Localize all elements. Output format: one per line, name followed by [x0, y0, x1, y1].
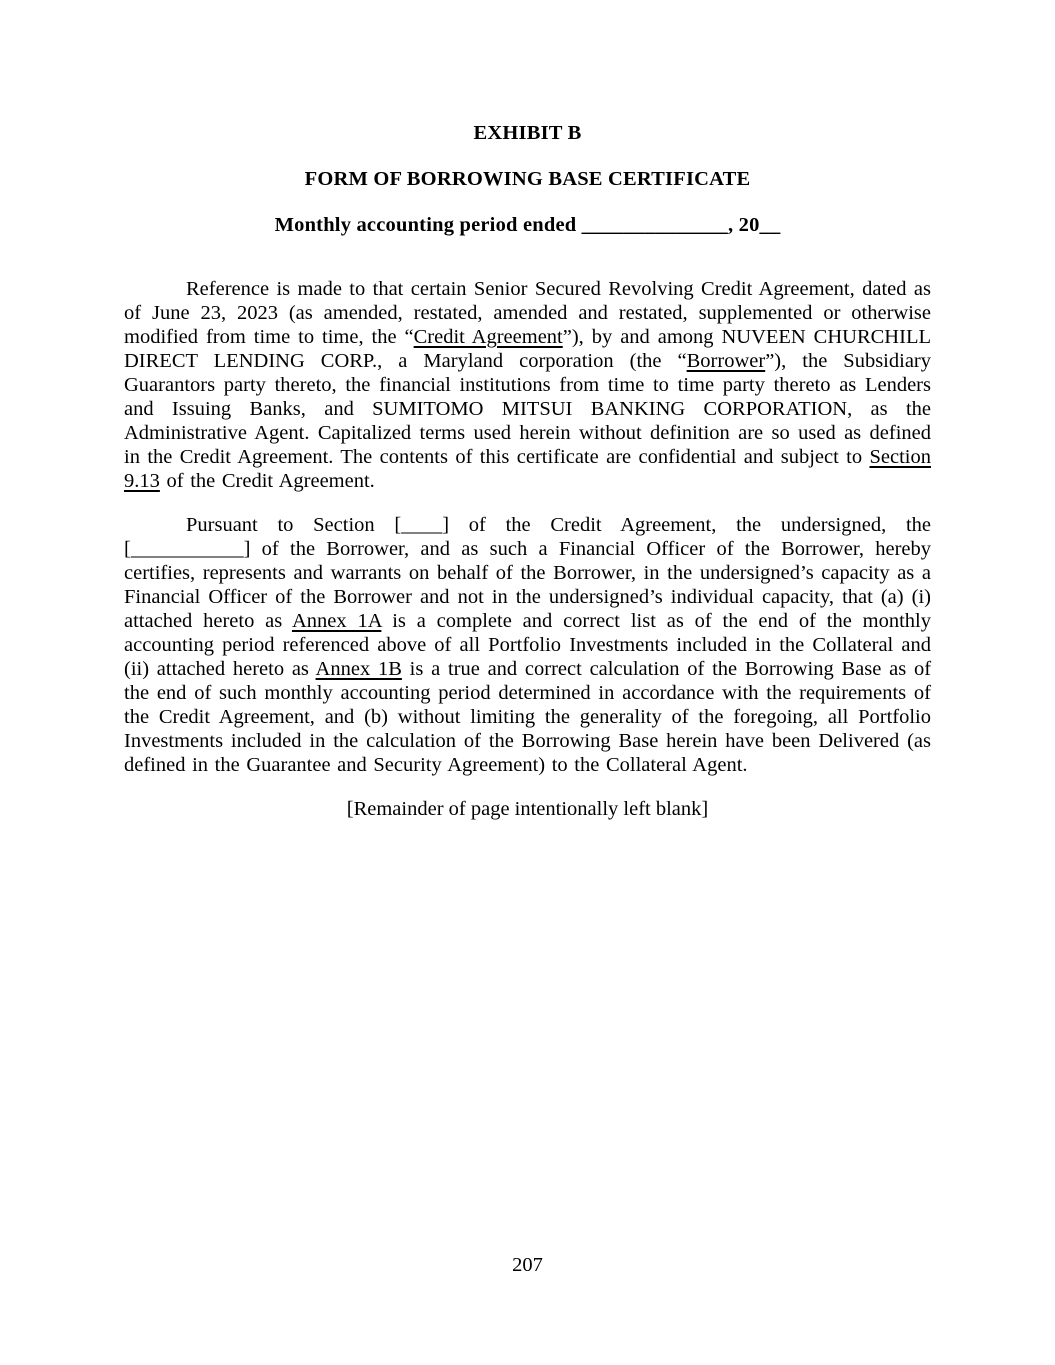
ref-section-9-13: Section 9.13	[124, 446, 931, 492]
text-segment: ”), the Subsidiary Guarantors party thereto, the financial institutions from time to time party thereto as Lenders and Issuing Banks, and SUMITOMO MITSUI BANKING CORPORATION, as the Administrative Agent. Capitalized terms used herein without definition are so used as defined in the Credit Agreement. The contents of this certificate are confidential and subject to	[124, 350, 932, 468]
term-borrower: Borrower	[686, 350, 766, 372]
paragraph-reference	[124, 277, 931, 493]
text-segment: is a complete and correct list as of the end of the monthly accounting period referenced above of all Portfolio Investments included in the Collateral and (ii) attached hereto as	[124, 610, 932, 680]
text-segment: Reference is made to that certain Senior Secured Revolving Credit Agreement, dated as of June 23, 2023 (as amended, restated, amended and restated, supplemented or otherwise modified from time to time, the “	[124, 278, 931, 348]
paragraph-certification	[124, 513, 931, 777]
text-segment: is a true and correct calculation of the Borrowing Base as of the end of such monthly accounting period determined in accordance with the requirements of the Credit Agreement, and (b) without limiting the generality of the foregoing, all Portfolio Investments included in the calculation of the Borrowing Base herein have been Delivered (as defined in the Guarantee and Security Agreement) to the Collateral Agent.	[124, 658, 932, 776]
page-number: 207	[512, 1254, 543, 1276]
text-segment: of the Credit Agreement.	[159, 470, 375, 492]
exhibit-heading: EXHIBIT B	[473, 122, 582, 144]
ref-annex-1a: Annex 1A	[291, 610, 382, 632]
text-segment: Pursuant to Section [____] of the Credit Agreement, the undersigned, the [___________] of the Borrower, and as such a Financial Officer of the Borrower, hereby certifies, represents and warrants on behalf of the Borrower, in the undersigned’s capacity as a Financial Officer of the Borrower and not in the undersigned’s individual capacity, that (a) (i) attached hereto as	[124, 514, 931, 632]
remainder-notice: [Remainder of page intentionally left blank]	[346, 798, 709, 820]
ref-annex-1b: Annex 1B	[315, 658, 402, 680]
text-segment: ”), by and among NUVEEN CHURCHILL DIRECT LENDING CORP., a Maryland corporation (the “	[124, 326, 931, 372]
term-credit-agreement: Credit Agreement	[413, 326, 563, 348]
period-line: Monthly accounting period ended ______________, 20__	[274, 214, 781, 236]
document-title: FORM OF BORROWING BASE CERTIFICATE	[304, 168, 751, 190]
